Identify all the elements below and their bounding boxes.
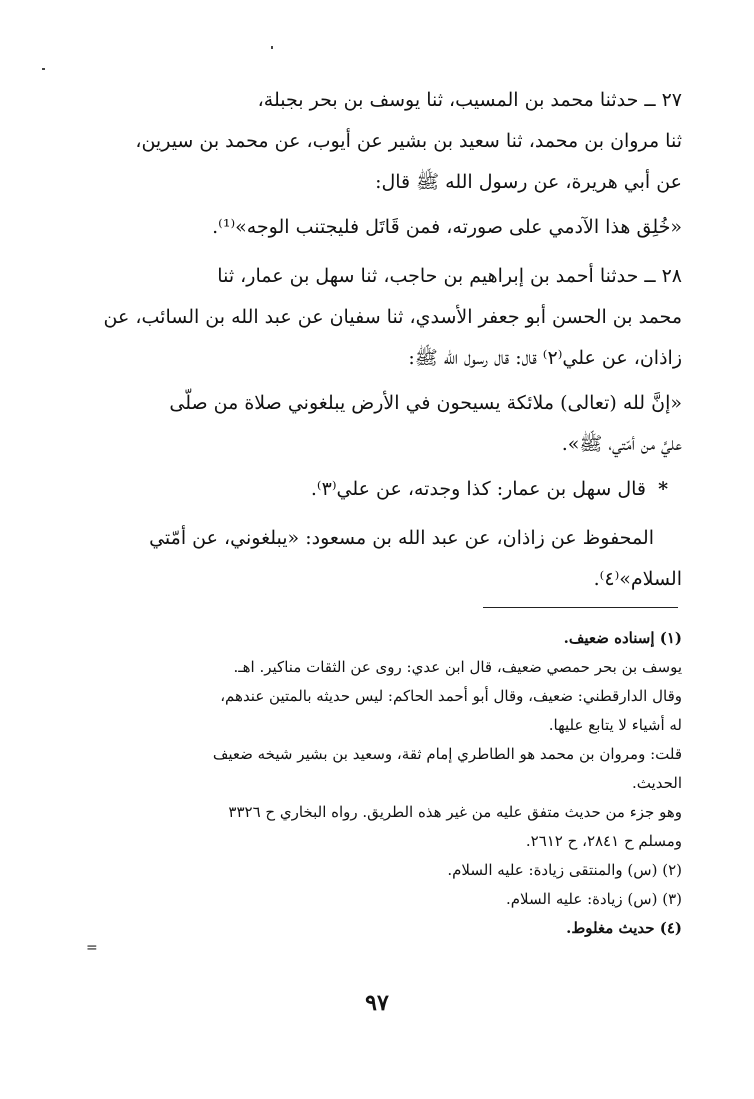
footnote-1-line: قلت: ومروان بن محمد هو الطاطري إمام ثقة، وسعيد بن بشير شيخه ضعيف: [212, 745, 682, 763]
footnote-1-line: له أشياء لا يتابع عليها.: [548, 716, 682, 734]
footnote-1-line: الحديث.: [632, 774, 682, 792]
footnote-1-heading: (١) إسناده ضعيف.: [563, 629, 682, 647]
margin-mark: =: [86, 940, 98, 956]
footnotes: [92, 624, 682, 943]
footnote-4: (٤) حديث مغلوط.: [566, 919, 682, 937]
mahfuz-line-1: المحفوظ عن زاذان، عن عبد الله بن مسعود: «يبلغوني، عن أمّتي: [149, 527, 654, 549]
mahfuz-line-2: السلام»⁽٤⁾.: [593, 568, 682, 590]
hadith-27-line-3: عن أبي هريرة، عن رسول الله ﷺ قال:: [375, 171, 682, 193]
star-marker: *: [658, 478, 668, 500]
footnote-2: (٢) (س) والمنتقى زيادة: عليه السلام.: [447, 861, 682, 879]
footnote-1-line: ومسلم ح ٢٨٤١، ح ٢٦١٢.: [525, 832, 682, 850]
hadith-28-quote-line-1: «إنَّ لله (تعالى) ملائكة يسيحون في الأرض يبلغوني صلاة من صلّى: [169, 392, 682, 414]
hadith-28-line-2: محمد بن الحسن أبو جعفر الأسدي، ثنا سفيان عن عبد الله بن السائب، عن: [103, 306, 682, 328]
scan-speck: [271, 46, 273, 49]
hadith-27-quote: «خُلِق هذا الآدمي على صورته، فمن قَاتَل فليجتنب الوجه»⁽¹⁾.: [212, 216, 682, 238]
hadith-28-line-3: زاذان، عن علي⁽٢⁾ قال: قال رسول الله ﷺ:: [408, 347, 682, 369]
page-number: ٩٧: [365, 990, 389, 1016]
hadith-28-line-1: ٢٨ ــ حدثنا أحمد بن إبراهيم بن حاجب، ثنا سهل بن عمار، ثنا: [217, 265, 682, 287]
footnote-1-line: وقال الدارقطني: ضعيف، وقال أبو أحمد الحاكم: ليس حديثه بالمتين عندهم،: [220, 687, 682, 705]
hadith-27-line-1: ٢٧ ــ حدثنا محمد بن المسيب، ثنا يوسف بن بحر بجبلة،: [257, 89, 682, 111]
sahl-note-text: قال سهل بن عمار: كذا وجدته، عن علي⁽٣⁾.: [310, 478, 647, 500]
footnote-1-line: وهو جزء من حديث متفق عليه من غير هذه الطريق. رواه البخاري ح ٣٣٢٦: [228, 803, 682, 821]
footnote-3: (٣) (س) زيادة: عليه السلام.: [505, 890, 682, 908]
hadith-28-quote-line-2: عليَّ من أمّتي، ﷺ».: [561, 433, 682, 455]
sahl-note: [92, 469, 682, 510]
hadith-27-line-2: ثنا مروان بن محمد، ثنا سعيد بن بشير عن أيوب، عن محمد بن سيرين،: [135, 130, 682, 152]
footnote-1-line: يوسف بن بحر حمصي ضعيف، قال ابن عدي: روى عن الثقات مناكير. اهـ.: [233, 658, 682, 676]
main-text: [92, 80, 682, 600]
footnote-separator: [483, 607, 678, 608]
scan-speck: [42, 68, 45, 70]
